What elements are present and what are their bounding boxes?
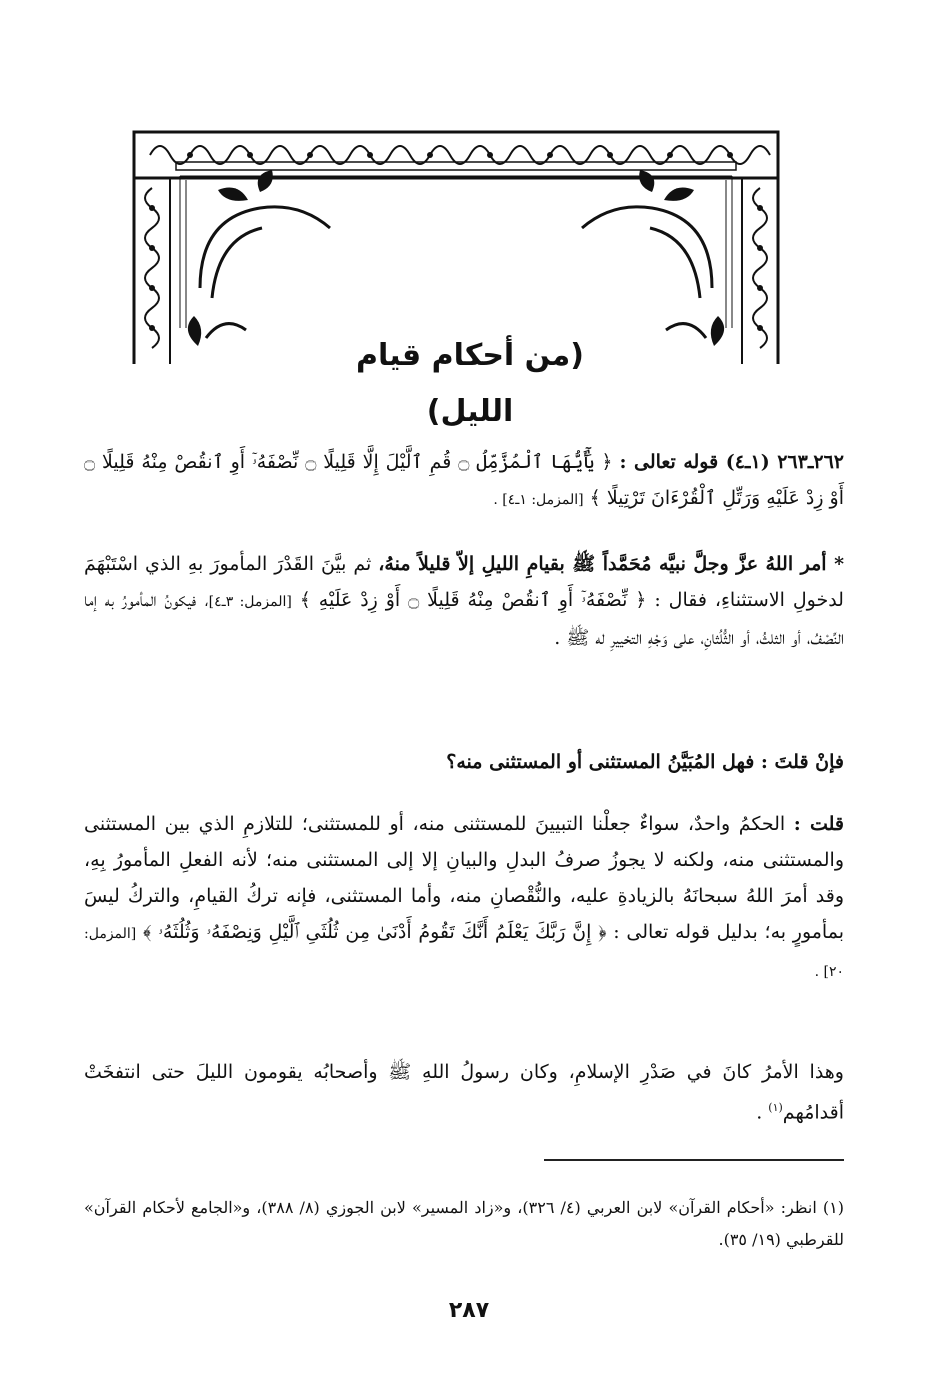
paragraph-1-text: ثم بيَّنَ القَدْرَ المأمورَ بهِ الذي اسْتَبْهَمَ لدخولِ الاستثناءِ، فقال : xyxy=(84,553,844,611)
paragraph-1-quran: ﴿ نِّصْفَهُۥٓ أَوِ ٱنقُصْ مِنْهُ قَلِيلًا ۝ أَوْ زِدْ عَلَيْهِ ﴾ xyxy=(299,589,647,611)
answer xyxy=(84,806,844,990)
answer-quran: ﴿ إِنَّ رَبَّكَ يَعْلَمُ أَنَّكَ تَقُومُ أَدْنَىٰ مِن ثُلُثَىِ ٱلَّيْلِ وَنِصْفَهُۥ وَثُلُثَهُۥ ﴾ xyxy=(143,921,607,943)
answer-label: قلت : xyxy=(793,813,844,835)
verse-heading-label: ٢٦٢ـ٢٦٣ (١ـ٤) قوله تعالى : xyxy=(619,451,845,473)
paragraph-last-end: . xyxy=(756,1101,769,1124)
footnote-text: (١) انظر: «أحكام القرآن» لابن العربي (٤/ ٣٢٦)، و«زاد المسير» لابن الجوزي (٨/ ٣٨٨)، و«الجامع لأحكام القرآن» للقرطبي (١٩/ ٣٥). xyxy=(84,1198,845,1249)
paragraph-1 xyxy=(84,546,844,656)
footnote-divider xyxy=(544,1159,844,1161)
answer-text: الحكمُ واحدٌ، سواءٌ جعلْنا التبيينَ للمستثنى منه، أو للمستثنى؛ للتلازمِ الذي بين المستثنى والمستثنى منه، ولكنه لا يجوزُ صرفُ البدلِ والبيانِ إلا إلى المستثنى منه؛ لأنه الفعلِ المأمورُ بِهِ، وقد أمرَ اللهُ سبحانَهُ بالزيادةِ عليه، والنُّقْصانِ منه، وأما المستثنى، فإنه تركُ القيامِ، والتركُ ليسَ بمأمورٍ به؛ بدليل قوله تعالى : xyxy=(84,813,844,943)
paragraph-last xyxy=(84,1054,844,1130)
verse-heading xyxy=(84,444,844,518)
answer-ref: [المزمل: ٢٠] . xyxy=(84,926,844,980)
paragraph-last-text: وهذا الأمرُ كانَ في صَدْرِ الإسلامِ، وكان رسولُ اللهِ ﷺ وأصحابُه يقومون الليلَ حتى انتفخَتْ أقدامُهم xyxy=(84,1061,844,1124)
question xyxy=(84,744,844,780)
paragraph-1-ref: [المزمل: ٣ـ٤]، xyxy=(204,594,292,610)
footnote xyxy=(84,1192,844,1256)
question-text: فإنْ قلتَ : فهل المُبَيَّنُ المستثنى أو المستثنى منه؟ xyxy=(446,751,844,773)
verse-heading-ref: [المزمل: ١ـ٤] . xyxy=(493,492,584,508)
footnote-marker: (١) xyxy=(768,1101,783,1114)
paragraph-1-bold: * أمر اللهُ عزَّ وجلَّ نبيَّه مُحَمَّداً ﷺ بقيامِ الليلِ إلاّ قليلاً منهُ، xyxy=(378,553,844,575)
chapter-title: (من أحكام قيام الليل) xyxy=(320,328,620,384)
verse-heading-quran: ﴿ يَٰٓأَيُّهَا ٱلْمُزَّمِّلُ ۝ قُمِ ٱلَّيْلَ إِلَّا قَلِيلًا ۝ نِّصْفَهُۥٓ أَوِ ٱنقُصْ مِنْهُ قَلِيلًا ۝ أَوْ زِدْ عَلَيْهِ وَرَتِّلِ ٱلْقُرْءَانَ تَرْتِيلًا ﴾ xyxy=(84,451,844,509)
page-number: ٢٨٧ xyxy=(448,1298,490,1323)
paragraph-1-text2: فيكونُ المأمورُ به إما النِّصْفُ، أو الثلثُ، أو الثُّلُثانِ، على وَجْهِ التخييرِ له ﷺ . xyxy=(84,589,844,649)
